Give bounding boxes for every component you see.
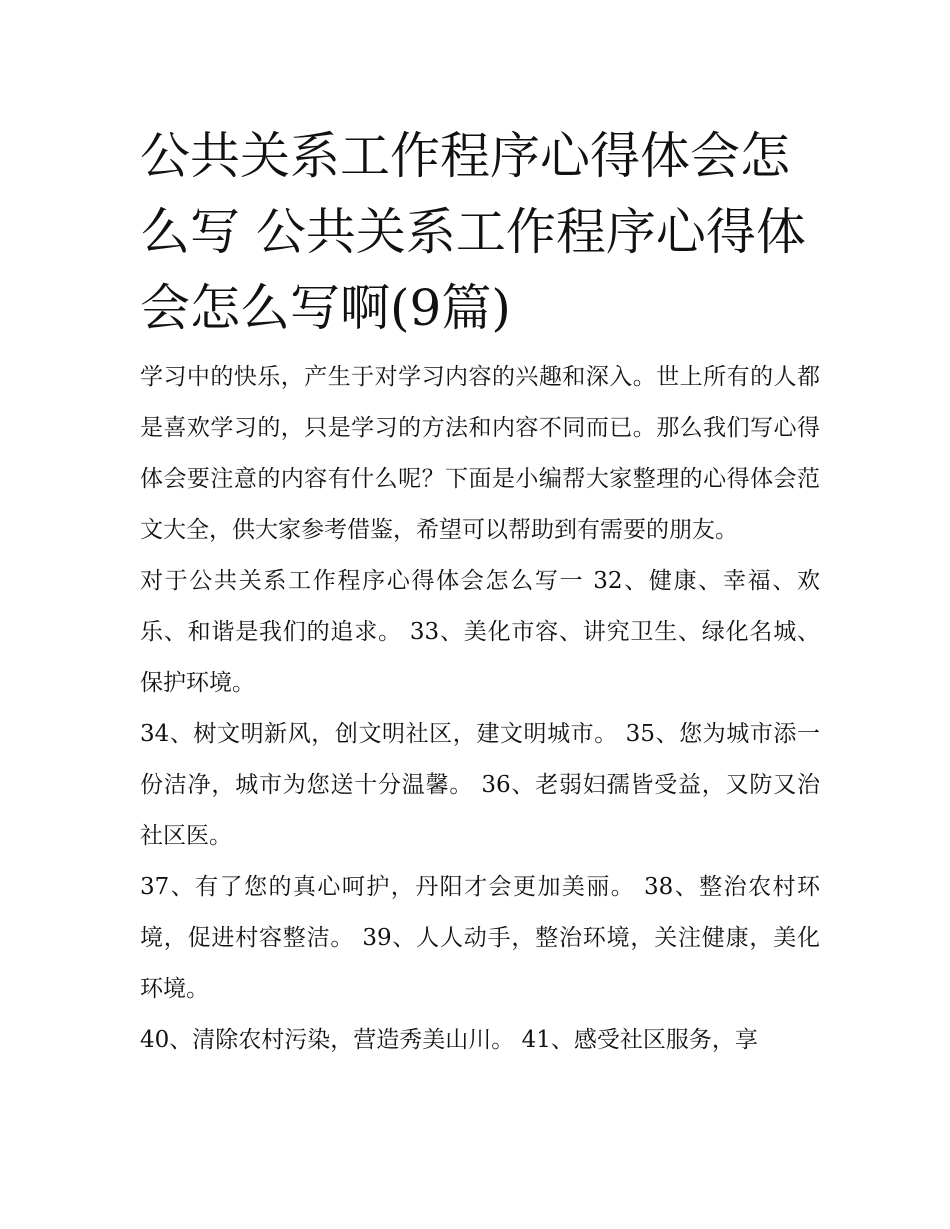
paragraph-slogans-2: 34、树文明新风，创文明社区，建文明城市。 35、您为城市添一份洁净，城市为您送十分温馨。 36、老弱妇孺皆受益，又防又治社区医。 — [140, 721, 820, 849]
document-body — [140, 352, 820, 1066]
paragraph-slogans-4: 40、清除农村污染，营造秀美山川。 41、感受社区服务，享 — [140, 1027, 758, 1053]
document-title: 公共关系工作程序心得体会怎么写 公共关系工作程序心得体会怎么写啊(9篇) — [140, 127, 806, 337]
paragraph-intro: 学习中的快乐，产生于对学习内容的兴趣和深入。世上所有的人都是喜欢学习的，只是学习的方法和内容不同而已。那么我们写心得体会要注意的内容有什么呢？下面是小编帮大家整理的心得体会范文大全，供大家参考借鉴，希望可以帮助到有需要的朋友。 — [140, 364, 820, 543]
paragraph-slogans-3: 37、有了您的真心呵护，丹阳才会更加美丽。 38、整治农村环境，促进村容整洁。 39、人人动手，整治环境，关注健康，美化环境。 — [140, 874, 820, 1002]
paragraph-slogans-1: 对于公共关系工作程序心得体会怎么写一 32、健康、幸福、欢乐、和谐是我们的追求。 33、美化市容、讲究卫生、绿化名城、保护环境。 — [140, 568, 820, 696]
